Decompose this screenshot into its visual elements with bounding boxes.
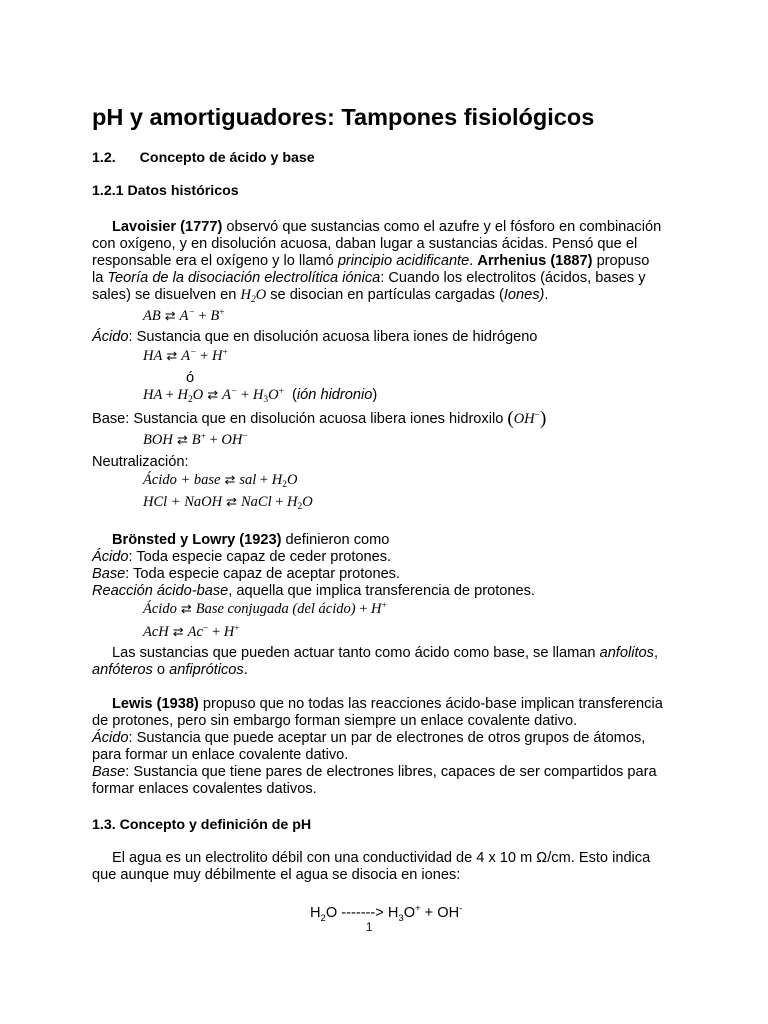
equation-conjugate: [143, 601, 387, 618]
equilibrium-arrow-icon: ⇄: [176, 432, 188, 447]
italic-term: Base: [92, 566, 126, 582]
paragraph-line: El agua es un electrolito débil con una conductividad de 4 x 10 m Ω/cm. Esto indica: [112, 850, 651, 866]
formula: H: [271, 472, 283, 488]
formula: OH: [513, 411, 535, 427]
formula: (del ácido): [292, 601, 356, 617]
formula: A: [222, 387, 231, 403]
paragraph-line: que aunque muy débilmente el agua se disocia en iones:: [92, 867, 461, 883]
subscript: 2: [250, 295, 256, 305]
formula: OH: [221, 432, 243, 448]
definition-base: Base: Sustancia que en disolución acuosa libera iones hidroxilo (OH−): [92, 408, 547, 429]
formula: O: [192, 387, 204, 403]
formula: NaCl: [240, 494, 272, 510]
subscript: 2: [297, 502, 303, 512]
operator: +: [241, 387, 250, 403]
paragraph-line: formar enlaces covalentes dativos.: [92, 781, 317, 797]
text: : Sustancia que tiene pares de electrones libres, capaces de ser compartidos para: [125, 764, 657, 780]
section-heading-1-2-1: 1.2.1 Datos históricos: [92, 183, 239, 199]
paragraph-line: [92, 253, 649, 270]
page-title: pH y amortiguadores: Tampones fisiológicos: [92, 104, 595, 130]
formula: HA: [143, 387, 163, 403]
charge: +: [222, 348, 228, 358]
definition-base-lewis: [92, 764, 657, 781]
formula: sal: [239, 472, 257, 488]
charge: +: [219, 308, 225, 318]
paragraph-line: [92, 662, 248, 679]
formula: BOH: [143, 432, 173, 448]
charge: +: [381, 601, 387, 611]
charge: −: [190, 348, 197, 358]
formula: H: [177, 387, 188, 403]
formula: O: [286, 472, 298, 488]
operator: +: [209, 432, 218, 448]
paragraph-line: [112, 532, 389, 549]
equilibrium-arrow-icon: ⇄: [164, 308, 176, 323]
paragraph-line: de protones, pero sin embargo forman siempre un enlace covalente dativo.: [92, 713, 578, 729]
paragraph-line: [112, 645, 658, 662]
formula: Ac: [187, 624, 203, 640]
formula: O: [325, 904, 338, 921]
formula: A: [181, 348, 191, 364]
formula: HCl + NaOH: [143, 494, 223, 510]
neutralization-label: Neutralización:: [92, 454, 189, 470]
formula: AB: [143, 308, 161, 324]
text: , aquella que implica transferencia de protones.: [228, 583, 535, 599]
operator: +: [165, 387, 174, 403]
equation-ha: [143, 348, 228, 365]
definition-base-bronsted: [92, 566, 400, 583]
italic-term: Iones): [503, 287, 545, 303]
charge: +: [278, 387, 284, 397]
italic-term: Ácido: [92, 329, 129, 345]
text: se disocian en partículas cargadas (: [266, 287, 504, 303]
equation-hcl-naoh: [143, 494, 313, 511]
equilibrium-arrow-icon: ⇄: [224, 472, 236, 487]
equation-neutralization: [143, 472, 297, 489]
charge: −: [231, 387, 238, 397]
formula: + OH: [420, 904, 460, 921]
formula: H: [371, 601, 382, 617]
text: ,: [653, 645, 658, 661]
charge: +: [234, 624, 240, 634]
paragraph-line: para formar un enlace covalente dativo.: [92, 747, 349, 763]
charge: +: [415, 903, 421, 914]
subscript: 3: [398, 912, 404, 924]
text: : Toda especie capaz de ceder protones.: [128, 549, 392, 565]
equation-boh: [143, 432, 248, 449]
operator: +: [211, 624, 221, 640]
author-lavoisier: Lavoisier (1777): [112, 219, 223, 235]
formula: Ácido: [143, 601, 177, 617]
conjunction-o: ó: [186, 370, 195, 386]
text: responsable era el oxígeno y lo llamó: [92, 253, 338, 269]
text: .: [544, 287, 549, 303]
paragraph-line: [92, 270, 646, 287]
paragraph-line: [92, 287, 548, 304]
charge: -: [459, 903, 463, 914]
formula: Base conjugada: [195, 601, 289, 617]
text: : Sustancia que en disolución acuosa libera iones de hidrógeno: [128, 329, 538, 345]
operator: +: [275, 494, 284, 510]
text: .: [469, 253, 478, 269]
text: la: [92, 270, 108, 286]
italic-term: Ácido: [92, 549, 129, 565]
equation-ab: [143, 308, 225, 325]
formula: H: [240, 287, 251, 303]
text: : Toda especie capaz de aceptar protones.: [125, 566, 401, 582]
formula: H: [223, 624, 235, 640]
formula: H: [287, 494, 298, 510]
equation-ach: [143, 624, 240, 641]
charge: +: [200, 432, 206, 442]
italic-term: Ácido: [92, 730, 129, 746]
text: propuso que no todas las reacciones ácido-base implican transferencia: [198, 696, 663, 712]
equilibrium-arrow-icon: ⇄: [166, 348, 178, 363]
charge: −: [188, 308, 195, 318]
author-bronsted-lowry: Brönsted y Lowry (1923): [112, 532, 282, 548]
text: : Cuando los electrolitos (ácidos, bases y: [380, 270, 646, 286]
definition-reaction: [92, 583, 535, 600]
section-title: Concepto de ácido y base: [139, 150, 315, 166]
formula: O: [302, 494, 313, 510]
formula: O: [403, 904, 416, 921]
text: observó que sustancias como el azufre y el fósforo en combinación: [222, 219, 662, 235]
formula: O: [255, 287, 267, 303]
section-heading-1-2: [92, 150, 315, 166]
text: Base: Sustancia que en disolución acuosa libera iones hidroxilo: [92, 411, 508, 427]
definition-acid: [92, 329, 537, 346]
formula: Ácido + base: [143, 472, 221, 488]
formula: B: [191, 432, 201, 448]
subscript: 2: [282, 480, 287, 490]
dashed-arrow: ------->: [337, 904, 388, 921]
formula: B: [210, 308, 220, 324]
italic-term: ión hidronio: [296, 387, 373, 403]
formula: H: [252, 387, 264, 403]
text: Las sustancias que pueden actuar tanto como ácido como base, se llaman: [112, 645, 600, 661]
operator: +: [200, 348, 209, 364]
section-heading-1-3: 1.3. Concepto y definición de pH: [92, 817, 312, 833]
formula: H: [387, 904, 399, 921]
formula: H: [211, 348, 223, 364]
paragraph-line: [112, 219, 661, 236]
text: .: [243, 662, 248, 678]
formula: AcH: [143, 624, 169, 640]
author-lewis: Lewis (1938): [112, 696, 199, 712]
paragraph-line: [112, 696, 663, 713]
charge: −: [242, 432, 248, 442]
charge: −: [534, 411, 541, 421]
italic-term: principio acidificante: [337, 253, 470, 269]
text: sales) se disuelven en: [92, 287, 241, 303]
operator: +: [259, 472, 269, 488]
equilibrium-arrow-icon: ⇄: [180, 601, 192, 616]
equilibrium-arrow-icon: ⇄: [172, 624, 184, 639]
italic-term: anfolitos: [599, 645, 654, 661]
subscript: 2: [188, 395, 193, 405]
operator: +: [198, 308, 207, 324]
italic-term: anfipróticos: [169, 662, 244, 678]
italic-term: Base: [92, 764, 126, 780]
text: : Sustancia que puede aceptar un par de electrones de otros grupos de átomos,: [128, 730, 646, 746]
equation-water-dissociation: [310, 900, 462, 927]
definition-acid-lewis: [92, 730, 645, 747]
section-number: 1.2.: [92, 150, 116, 166]
text: o: [152, 662, 170, 678]
italic-term: Teoría de la disociación electrolítica iónica: [107, 270, 381, 286]
paragraph-line: con oxígeno, y en disolución acuosa, daban lugar a sustancias ácidas. Pensó que el: [92, 236, 638, 252]
formula: O: [268, 387, 279, 403]
formula: HA: [143, 348, 163, 364]
equilibrium-arrow-icon: ⇄: [207, 387, 219, 402]
charge: −: [202, 624, 209, 634]
formula: A: [179, 308, 189, 324]
definition-acid-bronsted: [92, 549, 391, 566]
formula: H: [310, 904, 321, 921]
text: propuso: [592, 253, 650, 269]
italic-term: Reacción ácido-base: [92, 583, 229, 599]
page-number: 1: [366, 922, 373, 934]
equilibrium-arrow-icon: ⇄: [226, 494, 237, 509]
subscript: 2: [320, 912, 326, 924]
subscript: 3: [263, 395, 269, 405]
text: definieron como: [281, 532, 390, 548]
italic-term: anfóteros: [92, 662, 153, 678]
equation-ha-water: HA + $H_2O$ ⇄ $A^- + H_3O^+$ (ión hidronio): [143, 387, 378, 405]
operator: +: [359, 601, 368, 617]
author-arrhenius: Arrhenius (1887): [477, 253, 593, 269]
